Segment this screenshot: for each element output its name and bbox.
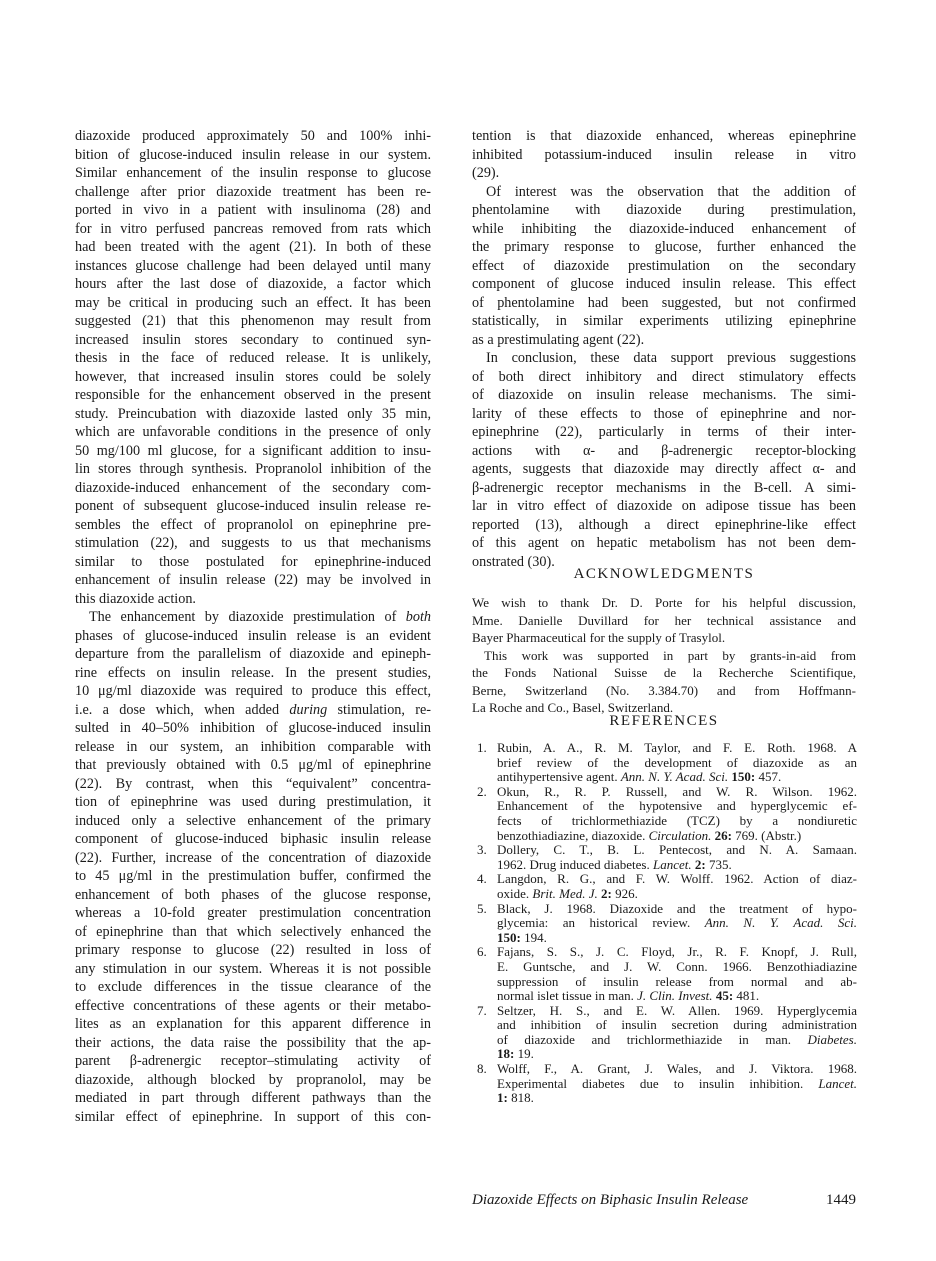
text-line: phentolamine with diazoxide during prestimulation, xyxy=(472,202,856,218)
reference-item xyxy=(477,872,857,901)
reference-number: 6. xyxy=(477,944,487,960)
text-line: however, that increased insulin stores could be solely xyxy=(75,368,431,385)
text-line xyxy=(497,1077,857,1092)
text-line: for in vitro perfused pancreas removed from rats which xyxy=(75,220,431,237)
text-line xyxy=(75,608,431,627)
italic-text: Diabetes. xyxy=(807,1031,857,1047)
text-line: Of interest was the observation that the addition of xyxy=(486,183,856,200)
text-line: rine effects on insulin release. In the present studies, xyxy=(75,664,431,681)
text-line: Rubin, A. A., R. M. Taylor, and F. E. Roth. 1968. A xyxy=(497,740,857,755)
text-segment: 194. xyxy=(520,929,547,945)
reference-item xyxy=(477,1062,857,1106)
reference-number: 3. xyxy=(477,842,487,858)
text-line xyxy=(497,1033,857,1048)
text-line: (22). Further, increase of the concentration of diazoxide xyxy=(75,849,431,866)
text-line: responsible for the enhancement observed in the present xyxy=(75,387,431,403)
text-line: to 45 μg/ml in the prestimulation buffer, confirmed the xyxy=(75,868,431,884)
reference-item xyxy=(477,843,857,872)
text-line: of diazoxide on insulin release mechanisms. The simi- xyxy=(472,387,856,403)
text-line: component of glucose induced insulin release. This effect xyxy=(472,276,856,292)
paragraph xyxy=(75,127,431,608)
text-line: agents, suggests that diazoxide may directly affect α- and xyxy=(472,461,856,477)
text-line: of epinephrine than that which selectively enhanced the xyxy=(75,923,431,940)
text-line: induced only a selective enhancement of the primary xyxy=(75,812,431,829)
text-line: similar effect of epinephrine. In support of this con- xyxy=(75,1108,431,1125)
text-line: inhibited potassium-induced insulin release in vitro xyxy=(472,146,856,163)
text-line xyxy=(497,1091,857,1106)
text-line: (22). By contrast, when this “equivalent” concentra- xyxy=(75,775,431,792)
text-line: Berne, Switzerland (No. 3.384.70) and from Hoffmann- xyxy=(472,682,856,698)
text-line: larity of these effects to those of epinephrine and nor- xyxy=(472,405,856,422)
reference-item xyxy=(477,741,857,785)
paragraph xyxy=(472,127,856,183)
text-segment: Experimental diabetes due to insulin inhibition. xyxy=(497,1075,819,1091)
text-line: any stimulation in our system. Whereas it is not possible xyxy=(75,960,431,977)
reference-number: 1. xyxy=(477,740,487,755)
text-line: release in our system, an inhibition comparable with xyxy=(75,738,431,755)
text-segment: 769. (Abstr.) xyxy=(731,827,802,843)
text-line: sembles the effect of propranolol on epinephrine pre- xyxy=(75,516,431,533)
text-segment: oxide. xyxy=(497,885,533,901)
text-line xyxy=(75,701,431,720)
text-line: which are unfavorable conditions in the presence of only xyxy=(75,424,431,440)
text-line: In conclusion, these data support previous suggestions xyxy=(486,350,856,366)
paragraph xyxy=(472,594,856,647)
text-segment: benzothiadiazine, diazoxide. xyxy=(497,827,649,843)
text-line: while inhibiting the diazoxide-induced enhancement of xyxy=(472,220,856,237)
text-line: diazoxide-induced enhancement of the secondary com- xyxy=(75,479,431,496)
text-line: Black, J. 1968. Diazoxide and the treatment of hypo- xyxy=(497,900,857,916)
text-line: E. Guntsche, and J. W. Conn. 1966. Benzothiadiazine xyxy=(497,958,857,974)
text-line: study. Preincubation with diazoxide lasted only 35 min, xyxy=(75,405,431,422)
right-column xyxy=(472,127,856,571)
text-line xyxy=(497,770,857,785)
text-line: bition of glucose-induced insulin release in our system. xyxy=(75,146,431,163)
text-line xyxy=(497,829,857,844)
reference-item xyxy=(477,902,857,946)
reference-number: 7. xyxy=(477,1002,487,1018)
text-line: stimulation (22), and suggests to us that mechanisms xyxy=(75,535,431,551)
text-line: lar in vitro effect of diazoxide on adipose tissue has been xyxy=(472,498,856,514)
text-line: of this agent on hepatic metabolism has not been dem- xyxy=(472,535,856,551)
bold-text: 2: xyxy=(691,856,706,872)
text-line: enhancement of insulin release (22) may be involved in xyxy=(75,572,431,588)
text-line: the Fonds National Suisse de la Recherche Scientifique, xyxy=(472,665,856,680)
text-line: hours after the last dose of diazoxide, a factor which xyxy=(75,276,431,292)
reference-item xyxy=(477,945,857,1003)
text-line: Seltzer, H. S., and E. W. Allen. 1969. Hyperglycemia xyxy=(497,1002,857,1018)
italic-text: Ann. N. Y. Acad. Sci. xyxy=(704,915,857,931)
text-line: (29). xyxy=(472,165,500,181)
text-line: We wish to thank Dr. D. Porte for his helpful discussion, xyxy=(472,595,856,610)
text-line: may be critical in producing such an effect. It has been xyxy=(75,294,431,311)
bold-text: 26: xyxy=(711,827,732,843)
text-line xyxy=(497,1047,857,1062)
text-line: This work was supported in part by grants-in-aid from xyxy=(484,647,856,663)
acknowledgments-text xyxy=(472,594,856,717)
text-line: ported in vivo in a patient with insulinoma (28) and xyxy=(75,202,431,218)
text-line: parent β-adrenergic receptor–stimulating activity of xyxy=(75,1053,431,1069)
bold-text: 150: xyxy=(497,929,521,945)
bold-text: 2: xyxy=(597,885,612,901)
text-line: mediated in part through different pathways than the xyxy=(75,1090,431,1106)
text-line: ponent of subsequent glucose-induced insulin release re- xyxy=(75,498,431,514)
reference-number: 8. xyxy=(477,1061,487,1077)
text-segment: of diazoxide and trichlormethiazide in man. xyxy=(497,1031,808,1047)
text-line: 50 mg/100 ml glucose, for a significant addition to insu- xyxy=(75,442,431,459)
text-line: diazoxide produced approximately 50 and 100% inhi- xyxy=(75,128,431,144)
paragraph xyxy=(472,183,856,350)
text-line: 10 μg/ml diazoxide was required to produce this effect, xyxy=(75,683,431,699)
references-list xyxy=(477,741,857,1106)
text-line: lin stores through synthesis. Propranolol inhibition of the xyxy=(75,461,431,477)
italic-text: J. Clin. Invest. xyxy=(637,988,713,1004)
text-line: challenge after prior diazoxide treatment has been re- xyxy=(75,183,431,200)
text-line: sulted in 40–50% inhibition of glucose-induced insulin xyxy=(75,720,431,736)
text-line: increased insulin stores secondary to continued syn- xyxy=(75,331,431,348)
text-line: effect of diazoxide prestimulation on the secondary xyxy=(472,257,856,274)
italic-text: Ann. N. Y. Acad. Sci. xyxy=(620,769,729,785)
text-line: their actions, the data raise the possibility that the ap- xyxy=(75,1034,431,1051)
bold-text: 1: xyxy=(497,1090,508,1106)
text-line: diazoxide, although blocked by propranolol, may be xyxy=(75,1071,431,1088)
italic-text: during xyxy=(289,701,328,718)
text-line xyxy=(497,887,857,902)
text-line: tion of epinephrine was used during prestimulation, it xyxy=(75,794,431,810)
reference-number: 2. xyxy=(477,783,487,799)
text-line: suppression of insulin release from normal and ab- xyxy=(497,973,857,989)
paragraph xyxy=(472,349,856,571)
running-title: Diazoxide Effects on Biphasic Insulin Release xyxy=(472,1192,749,1208)
text-segment: glycemia: an historical review. xyxy=(497,915,705,931)
bold-text: 150: xyxy=(728,769,756,785)
text-line: effective concentrations of these agents or their metabo- xyxy=(75,997,431,1014)
text-line: and inhibition of insulin secretion during administration xyxy=(497,1017,857,1033)
italic-text: Circulation. xyxy=(648,827,712,843)
text-line xyxy=(497,916,857,931)
text-line xyxy=(497,931,857,946)
references-heading: REFERENCES xyxy=(609,713,719,729)
text-segment: 481. xyxy=(733,988,760,1004)
text-line: Wolff, F., A. Grant, J. Wales, and J. Viktora. 1968. xyxy=(497,1061,857,1077)
text-line: thesis in the face of reduced release. It is unlikely, xyxy=(75,350,431,366)
text-line: Enhancement of the hypotensive and hyperglycemic ef- xyxy=(497,798,857,814)
text-line: to exclude differences in the tissue clearance of the xyxy=(75,979,431,995)
reference-item xyxy=(477,785,857,843)
text-line: suggested (21) that this phenomenon may result from xyxy=(75,313,431,329)
text-segment: 457. xyxy=(755,769,782,785)
text-line: the primary response to glucose, further enhanced the xyxy=(472,239,856,255)
paragraph xyxy=(472,647,856,717)
bold-text: 18: xyxy=(497,1046,515,1062)
text-line: of phentolamine had been suggested, but not confirmed xyxy=(472,294,856,311)
reference-number: 5. xyxy=(477,900,487,916)
italic-text: Lancet. xyxy=(818,1075,857,1091)
text-line: component of glucose-induced biphasic insulin release xyxy=(75,831,431,847)
text-line: as a prestimulating agent (22). xyxy=(472,331,645,348)
acknowledgments-heading: ACKNOWLEDGMENTS xyxy=(573,566,755,582)
text-line: Langdon, R. G., and F. W. Wolff. 1962. Action of diaz- xyxy=(497,871,857,887)
text-line: of both direct inhibitory and direct stimulatory effects xyxy=(472,368,856,385)
text-line: β-adrenergic receptor mechanisms in the B-cell. A simi- xyxy=(472,479,856,496)
page-number: 1449 xyxy=(826,1192,856,1208)
text-line: reported (13), although a direct epinephrine-like effect xyxy=(472,516,856,533)
bold-text: 45: xyxy=(712,988,734,1004)
text-segment: 818. xyxy=(507,1090,534,1106)
text-segment: 1962. Drug induced diabetes. xyxy=(497,856,653,872)
text-line: primary response to glucose (22) resulted in loss of xyxy=(75,942,431,958)
reference-number: 4. xyxy=(477,871,487,887)
text-segment: antihypertensive agent. xyxy=(497,769,621,785)
text-segment: 926. xyxy=(611,885,638,901)
text-line: enhancement of both phases of the glucose response, xyxy=(75,886,431,903)
text-line: Mme. Danielle Duvillard for her technical assistance and xyxy=(472,612,856,628)
text-segment: 19. xyxy=(514,1046,534,1062)
text-segment: 735. xyxy=(705,856,732,872)
left-column xyxy=(75,127,431,1126)
text-line: lites as an explanation for this apparent difference in xyxy=(75,1016,431,1032)
paragraph xyxy=(75,608,431,1126)
italic-text: both xyxy=(405,609,431,625)
text-line: onstrated (30). xyxy=(472,553,555,570)
text-line: fects of trichlormethiazide (TCZ) by a nondiuretic xyxy=(497,812,857,828)
text-line: tention is that diazoxide enhanced, whereas epinephrine xyxy=(472,128,856,144)
reference-item xyxy=(477,1004,857,1062)
text-line: La Roche and Co., Basel, Switzerland. xyxy=(472,700,674,715)
text-segment: stimulation, re- xyxy=(327,701,431,718)
text-line xyxy=(497,858,857,873)
text-line xyxy=(497,989,857,1004)
text-line: instances glucose challenge had been delayed until many xyxy=(75,257,431,274)
text-line: epinephrine (22), particularly in terms of their inter- xyxy=(472,424,856,440)
text-line: Fajans, S. S., J. C. Floyd, Jr., R. F. Knopf, J. Rull, xyxy=(497,944,857,960)
text-segment: The enhancement by diazoxide prestimulation of xyxy=(89,609,406,625)
text-line: similar to those postulated for epinephrine-induced xyxy=(75,553,431,570)
text-line: had been treated with the agent (21). In both of these xyxy=(75,239,431,255)
text-line: actions with α- and β-adrenergic receptor-blocking xyxy=(472,442,856,459)
text-line: Okun, R., R. P. Russell, and W. R. Wilson. 1962. xyxy=(497,783,857,799)
text-segment: normal islet tissue in man. xyxy=(497,988,638,1004)
text-line: phases of glucose-induced insulin release is an evident xyxy=(75,627,431,644)
text-line: that previously obtained with 0.5 μg/ml of epinephrine xyxy=(75,757,431,773)
text-line: departure from the parallelism of diazoxide and epineph- xyxy=(75,646,431,662)
text-line: Dollery, C. T., B. L. Pentecost, and N. A. Samaan. xyxy=(497,842,857,858)
text-segment: i.e. a dose which, when added xyxy=(75,701,290,718)
text-line: whereas a 10-fold greater prestimulation concentration xyxy=(75,905,431,921)
italic-text: Brit. Med. J. xyxy=(532,885,598,901)
text-line: Similar enhancement of the insulin response to glucose xyxy=(75,165,431,181)
text-line: this diazoxide action. xyxy=(75,590,196,607)
text-line: brief review of the development of diazoxide as an xyxy=(497,754,857,770)
text-line: Bayer Pharmaceutical for the supply of Trasylol. xyxy=(472,630,726,645)
text-line: statistically, in similar experiments utilizing epinephrine xyxy=(472,313,856,329)
italic-text: Lancet. xyxy=(652,856,692,872)
